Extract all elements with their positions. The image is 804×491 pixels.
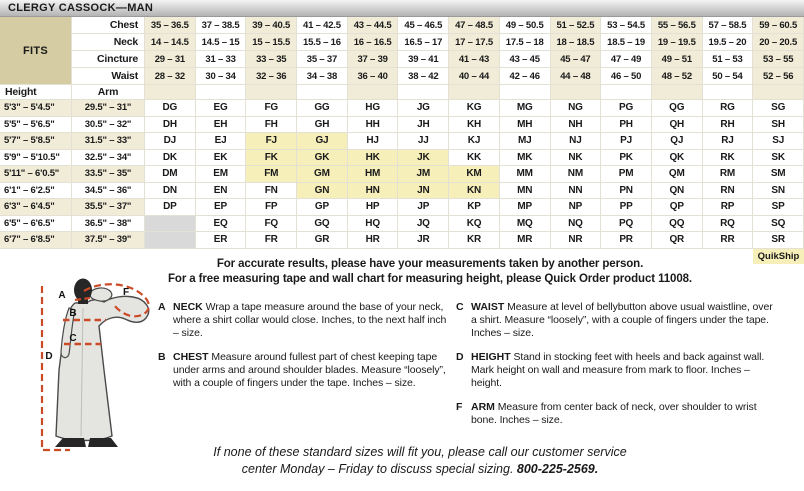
size-code-cell: RQ [703, 216, 754, 233]
size-code-cell: MR [500, 232, 551, 249]
size-code-cell: FM [246, 166, 297, 183]
size-code-cell: JP [398, 199, 449, 216]
fit-value-cell: 47 – 48.5 [449, 17, 500, 34]
height-column-header: Height [0, 85, 72, 100]
instruction-letter: F [456, 401, 463, 413]
size-code-cell: FR [246, 232, 297, 249]
size-code-cell: QM [652, 166, 703, 183]
size-code-cell: GK [297, 150, 348, 167]
size-code-cell: MQ [500, 216, 551, 233]
size-code-cell: KK [449, 150, 500, 167]
fit-value-cell: 47 – 49 [601, 51, 652, 68]
figure-hand [90, 288, 112, 301]
instruction-term: CHEST [173, 351, 209, 363]
size-code-cell: JN [398, 183, 449, 200]
fit-value-cell: 49 – 51 [652, 51, 703, 68]
size-code-cell: QR [652, 232, 703, 249]
header-spacer-cell [449, 85, 500, 100]
instructions-column-right [456, 301, 778, 438]
figure-right-shoe [88, 438, 118, 447]
fit-value-cell: 18.5 – 19 [601, 34, 652, 51]
fit-value-cell: 38 – 42 [398, 68, 449, 85]
arm-range-cell: 37.5" – 39" [72, 232, 145, 249]
size-code-cell: DG [145, 100, 196, 117]
size-code-cell: JJ [398, 133, 449, 150]
header-spacer-cell [297, 85, 348, 100]
size-code-cell: RK [703, 150, 754, 167]
fit-value-cell: 39 – 40.5 [246, 17, 297, 34]
height-range-cell: 6'7" – 6'8.5" [0, 232, 72, 249]
measure-instruction-b [158, 351, 451, 390]
size-code-cell: DM [145, 166, 196, 183]
instruction-text [471, 351, 778, 390]
fit-value-cell: 53 – 54.5 [601, 17, 652, 34]
size-code-cell: GR [297, 232, 348, 249]
fit-value-cell: 45 – 47 [551, 51, 602, 68]
instruction-term: HEIGHT [471, 351, 511, 363]
fit-value-cell: 37 – 39 [348, 51, 399, 68]
size-code-cell: HN [348, 183, 399, 200]
size-code-cell: PK [601, 150, 652, 167]
size-code-cell: RN [703, 183, 754, 200]
size-code-cell: RP [703, 199, 754, 216]
fit-value-cell: 32 – 36 [246, 68, 297, 85]
arm-range-cell: 30.5" – 32" [72, 117, 145, 134]
size-code-cell: DJ [145, 133, 196, 150]
fit-value-cell: 15 – 15.5 [246, 34, 297, 51]
size-code-cell: QP [652, 199, 703, 216]
fit-value-cell: 29 – 31 [145, 51, 196, 68]
size-code-cell: JK [398, 150, 449, 167]
size-code-cell: PH [601, 117, 652, 134]
size-code-cell: MM [500, 166, 551, 183]
chart-title-bar [0, 0, 804, 17]
size-code-cell: FJ [246, 133, 297, 150]
size-code-cell: HH [348, 117, 399, 134]
header-spacer-cell [652, 85, 703, 100]
fit-value-cell: 42 – 46 [500, 68, 551, 85]
size-code-cell: GG [297, 100, 348, 117]
size-code-cell: SK [753, 150, 804, 167]
header-spacer-cell [500, 85, 551, 100]
size-code-cell: JQ [398, 216, 449, 233]
size-code-cell: FG [246, 100, 297, 117]
height-range-cell: 6'3" – 6'4.5" [0, 199, 72, 216]
fit-value-cell: 51 – 53 [703, 51, 754, 68]
fit-row-label: Chest [72, 17, 145, 34]
size-code-cell: PN [601, 183, 652, 200]
size-code-cell: FP [246, 199, 297, 216]
fits-label-cell: FITS [0, 17, 72, 85]
fit-value-cell: 52 – 56 [753, 68, 804, 85]
size-code-cell: DH [145, 117, 196, 134]
figure-label-b: B [69, 308, 77, 319]
size-code-cell: SP [753, 199, 804, 216]
fit-value-cell: 17.5 – 18 [500, 34, 551, 51]
instruction-text [471, 401, 778, 427]
size-code-cell: EP [196, 199, 247, 216]
size-code-cell: RR [703, 232, 754, 249]
measure-instruction-a [158, 301, 451, 340]
size-code-cell: JR [398, 232, 449, 249]
size-code-cell: HM [348, 166, 399, 183]
fit-value-cell: 20 – 20.5 [753, 34, 804, 51]
height-range-cell: 5'5" – 5'6.5" [0, 117, 72, 134]
size-code-cell: FQ [246, 216, 297, 233]
size-code-cell: SG [753, 100, 804, 117]
size-code-cell: SJ [753, 133, 804, 150]
fit-value-cell: 14.5 – 15 [196, 34, 247, 51]
size-code-cell: JG [398, 100, 449, 117]
size-code-cell: QN [652, 183, 703, 200]
instruction-term: WAIST [471, 301, 505, 313]
size-code-cell: FN [246, 183, 297, 200]
fit-value-cell: 16.5 – 17 [398, 34, 449, 51]
fit-value-cell: 18 – 18.5 [551, 34, 602, 51]
arm-range-cell: 35.5" – 37" [72, 199, 145, 216]
footer-line-1: If none of these standard sizes will fit you, please call our customer service [213, 445, 627, 459]
size-code-cell: SH [753, 117, 804, 134]
size-code-cell: GQ [297, 216, 348, 233]
size-code-cell: GJ [297, 133, 348, 150]
size-code-cell: MP [500, 199, 551, 216]
size-code-cell: RM [703, 166, 754, 183]
size-code-cell: JH [398, 117, 449, 134]
measure-instruction-d [456, 351, 778, 390]
fit-value-cell: 19.5 – 20 [703, 34, 754, 51]
size-code-cell: PR [601, 232, 652, 249]
fit-value-cell: 41 – 43 [449, 51, 500, 68]
size-code-cell: MN [500, 183, 551, 200]
figure-label-c: C [69, 333, 77, 344]
height-range-cell: 5'3" – 5'4.5" [0, 100, 72, 117]
size-code-cell: SQ [753, 216, 804, 233]
size-code-cell: HQ [348, 216, 399, 233]
figure-label-d: D [45, 351, 53, 362]
fit-value-cell: 43 – 45 [500, 51, 551, 68]
height-range-cell: 5'11" – 6'0.5" [0, 166, 72, 183]
instruction-term: NECK [173, 301, 203, 313]
note-line-1: For accurate results, please have your measurements taken by another person. [216, 258, 644, 270]
size-code-cell: KH [449, 117, 500, 134]
page-title: CLERGY CASSOCK—MAN [8, 2, 154, 14]
figure-left-shoe [55, 438, 86, 447]
fit-value-cell: 36 – 40 [348, 68, 399, 85]
fit-value-cell: 19 – 19.5 [652, 34, 703, 51]
size-code-cell: KN [449, 183, 500, 200]
arm-range-cell: 36.5" – 38" [72, 216, 145, 233]
size-code-cell: HP [348, 199, 399, 216]
arm-range-cell: 31.5" – 33" [72, 133, 145, 150]
size-code-cell: FH [246, 117, 297, 134]
customer-service-phone: 800-225-2569. [516, 462, 599, 476]
fit-value-cell: 49 – 50.5 [500, 17, 551, 34]
header-spacer-cell [348, 85, 399, 100]
size-code-cell: DK [145, 150, 196, 167]
size-code-cell: HR [348, 232, 399, 249]
size-code-cell: JM [398, 166, 449, 183]
figure-label-a: A [58, 290, 66, 301]
size-code-cell: KP [449, 199, 500, 216]
size-code-cell: KJ [449, 133, 500, 150]
header-spacer-cell [753, 85, 804, 100]
header-spacer-cell [145, 85, 196, 100]
size-code-cell: NK [551, 150, 602, 167]
fit-value-cell: 35 – 37 [297, 51, 348, 68]
instruction-body: Stand in stocking feet with heels and back against wall. Mark height on wall and measure from mark to floor. Inches – height. [471, 351, 765, 389]
size-code-cell: DP [145, 199, 196, 216]
header-spacer-cell [398, 85, 449, 100]
size-code-cell: QK [652, 150, 703, 167]
special-sizing-note [120, 444, 720, 478]
size-code-cell: SM [753, 166, 804, 183]
fit-value-cell: 41 – 42.5 [297, 17, 348, 34]
size-code-cell: PM [601, 166, 652, 183]
instruction-text [471, 301, 778, 340]
size-code-cell: ER [196, 232, 247, 249]
fit-value-cell: 51 – 52.5 [551, 17, 602, 34]
size-code-cell: EG [196, 100, 247, 117]
size-code-cell: NN [551, 183, 602, 200]
fit-value-cell: 55 – 56.5 [652, 17, 703, 34]
measurement-notes [60, 257, 800, 287]
arm-column-header: Arm [72, 85, 145, 100]
instruction-letter: C [456, 301, 464, 313]
fit-value-cell: 37 – 38.5 [196, 17, 247, 34]
size-code-cell: SR [753, 232, 804, 249]
size-code-cell: MJ [500, 133, 551, 150]
size-code-cell: QQ [652, 216, 703, 233]
size-code-cell: RH [703, 117, 754, 134]
size-code-cell: EN [196, 183, 247, 200]
size-code-cell: EK [196, 150, 247, 167]
fit-value-cell: 33 – 35 [246, 51, 297, 68]
size-code-cell: EQ [196, 216, 247, 233]
instruction-letter: D [456, 351, 464, 363]
height-range-cell: 6'1" – 6'2.5" [0, 183, 72, 200]
fit-value-cell: 34 – 38 [297, 68, 348, 85]
fit-value-cell: 59 – 60.5 [753, 17, 804, 34]
footer-line-2-text: center Monday – Friday to discuss special sizing. [241, 462, 514, 476]
fit-value-cell: 16 – 16.5 [348, 34, 399, 51]
header-spacer-cell [703, 85, 754, 100]
fit-value-cell: 53 – 55 [753, 51, 804, 68]
fit-value-cell: 30 – 34 [196, 68, 247, 85]
size-code-cell: GP [297, 199, 348, 216]
size-code-cell: GH [297, 117, 348, 134]
size-code-cell: NJ [551, 133, 602, 150]
size-code-cell: EH [196, 117, 247, 134]
size-code-cell [145, 232, 196, 249]
instruction-text [173, 301, 451, 340]
fit-value-cell: 14 – 14.5 [145, 34, 196, 51]
fit-value-cell: 50 – 54 [703, 68, 754, 85]
fit-value-cell: 46 – 50 [601, 68, 652, 85]
size-code-cell: MK [500, 150, 551, 167]
fit-value-cell: 57 – 58.5 [703, 17, 754, 34]
instruction-letter: A [158, 301, 166, 313]
size-code-cell: NH [551, 117, 602, 134]
instruction-body: Measure around fullest part of chest keeping tape under arms and around shoulder blades. Measure “loosely”, with a couple of fingers under the tape. Inches – size. [173, 351, 446, 389]
header-spacer-cell [551, 85, 602, 100]
size-code-cell: NR [551, 232, 602, 249]
size-code-cell: NM [551, 166, 602, 183]
figure-label-f: F [122, 287, 130, 298]
size-code-cell: PP [601, 199, 652, 216]
fit-value-cell: 39 – 41 [398, 51, 449, 68]
fit-row-label: Cincture [72, 51, 145, 68]
height-range-cell: 5'7" – 5'8.5" [0, 133, 72, 150]
fit-value-cell: 40 – 44 [449, 68, 500, 85]
size-code-cell: RJ [703, 133, 754, 150]
fit-value-cell: 17 – 17.5 [449, 34, 500, 51]
measure-instruction-c [456, 301, 778, 340]
size-code-cell [145, 216, 196, 233]
fit-value-cell: 48 – 52 [652, 68, 703, 85]
header-spacer-cell [246, 85, 297, 100]
arm-range-cell: 33.5" – 35" [72, 166, 145, 183]
fit-value-cell: 35 – 36.5 [145, 17, 196, 34]
note-line-2: For a free measuring tape and wall chart for measuring height, please Quick Order product 11008. [167, 273, 693, 285]
size-code-cell: NG [551, 100, 602, 117]
arm-range-cell: 29.5" – 31" [72, 100, 145, 117]
height-range-cell: 5'9" – 5'10.5" [0, 150, 72, 167]
size-code-cell: EM [196, 166, 247, 183]
size-code-cell: PQ [601, 216, 652, 233]
size-code-cell: PG [601, 100, 652, 117]
instruction-body: Measure from center back of neck, over shoulder to wrist bone. Inches – size. [471, 401, 757, 426]
size-code-cell: KG [449, 100, 500, 117]
footer-line-2 [120, 461, 720, 478]
fit-value-cell: 44 – 48 [551, 68, 602, 85]
size-code-cell: QG [652, 100, 703, 117]
size-code-cell: PJ [601, 133, 652, 150]
size-code-cell: SN [753, 183, 804, 200]
instruction-term: ARM [471, 401, 495, 413]
header-spacer-cell [601, 85, 652, 100]
size-code-cell: QH [652, 117, 703, 134]
header-spacer-cell [196, 85, 247, 100]
size-code-cell: HJ [348, 133, 399, 150]
size-code-cell: MH [500, 117, 551, 134]
size-code-cell: KQ [449, 216, 500, 233]
instruction-text [173, 351, 451, 390]
size-code-cell: QJ [652, 133, 703, 150]
size-code-cell: DN [145, 183, 196, 200]
fit-row-label: Waist [72, 68, 145, 85]
instruction-letter: B [158, 351, 166, 363]
fit-row-label: Neck [72, 34, 145, 51]
size-code-cell: NP [551, 199, 602, 216]
size-code-cell: NQ [551, 216, 602, 233]
fit-value-cell: 28 – 32 [145, 68, 196, 85]
size-code-cell: HG [348, 100, 399, 117]
measure-instruction-f [456, 401, 778, 427]
size-code-cell: FK [246, 150, 297, 167]
size-code-cell: KM [449, 166, 500, 183]
instruction-body: Wrap a tape measure around the base of your neck, where a shirt collar would close. Inches, to the next half inch – size. [173, 301, 447, 339]
fit-value-cell: 15.5 – 16 [297, 34, 348, 51]
fit-value-cell: 31 – 33 [196, 51, 247, 68]
size-code-cell: MG [500, 100, 551, 117]
fit-value-cell: 45 – 46.5 [398, 17, 449, 34]
size-code-cell: RG [703, 100, 754, 117]
arm-range-cell: 34.5" – 36" [72, 183, 145, 200]
instruction-body: Measure at level of bellybutton above usual waistline, over a shirt. Measure “loosely”, with a couple of fingers under the tape. Inches – size. [471, 301, 773, 339]
size-code-cell: GM [297, 166, 348, 183]
fit-value-cell: 43 – 44.5 [348, 17, 399, 34]
height-range-cell: 6'5" – 6'6.5" [0, 216, 72, 233]
size-code-cell: GN [297, 183, 348, 200]
instructions-column-left [158, 301, 451, 401]
size-code-cell: KR [449, 232, 500, 249]
quikship-badge: QuikShip [753, 249, 804, 264]
arm-range-cell: 32.5" – 34" [72, 150, 145, 167]
size-code-cell: EJ [196, 133, 247, 150]
size-code-cell: HK [348, 150, 399, 167]
sizing-table [0, 17, 804, 249]
